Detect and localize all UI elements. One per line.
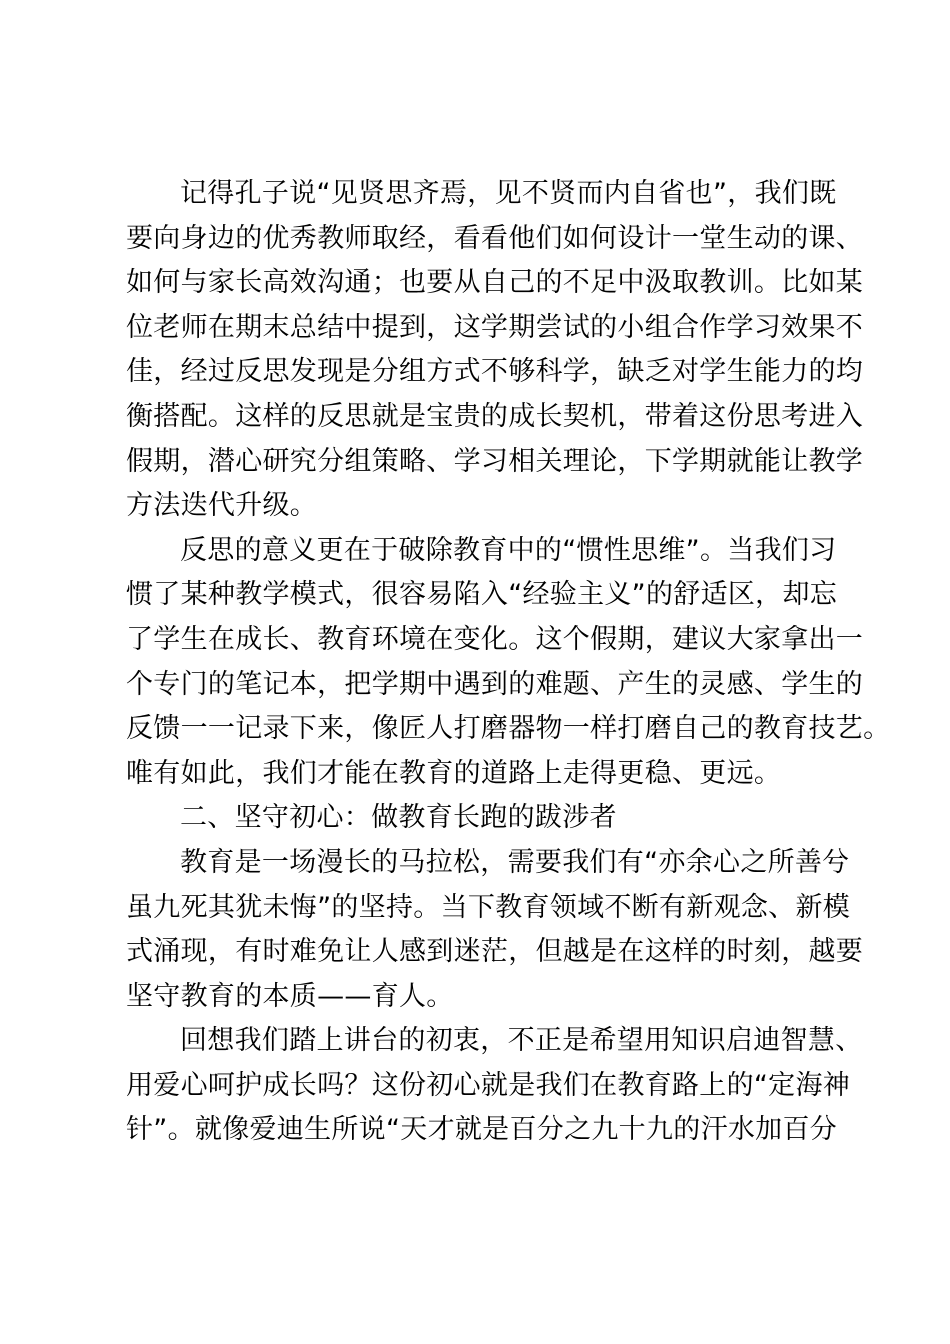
paragraph-line: 唯有如此，我们才能在教育的道路上走得更稳、更远。 <box>126 757 782 789</box>
paragraph-line: 方法迭代升级。 <box>126 490 318 522</box>
paragraph-line: 个专门的笔记本，把学期中遇到的难题、产生的灵感、学生的 <box>126 668 864 700</box>
paragraph-line: 坚守教育的本质——育人。 <box>126 980 454 1012</box>
paragraph-line: 回想我们踏上讲台的初衷，不正是希望用知识启迪智慧、 <box>180 1025 863 1057</box>
paragraph-line: 如何与家长高效沟通；也要从自己的不足中汲取教训。比如某 <box>126 267 864 299</box>
paragraph-line: 反思的意义更在于破除教育中的“惯性思维”。当我们习 <box>180 534 837 566</box>
paragraph-line: 衡搭配。这样的反思就是宝贵的成长契机，带着这份思考进入 <box>126 400 864 432</box>
paragraph-line: 要向身边的优秀教师取经，看看他们如何设计一堂生动的课、 <box>126 222 864 254</box>
paragraph-line: 惯了某种教学模式，很容易陷入“经验主义”的舒适区，却忘 <box>126 579 838 611</box>
paragraph-line: 记得孔子说“见贤思齐焉，见不贤而内自省也”，我们既 <box>180 178 837 209</box>
paragraph-line: 虽九死其犹未悔”的坚持。当下教育领域不断有新观念、新模 <box>126 891 851 923</box>
paragraph-line: 位老师在期末总结中提到，这学期尝试的小组合作学习效果不 <box>126 311 864 343</box>
paragraph-line: 针”。就像爱迪生所说“天才就是百分之九十九的汗水加百分 <box>126 1114 838 1146</box>
paragraph-line: 反馈一一记录下来，像匠人打磨器物一样打磨自己的教育技艺。 <box>126 713 891 745</box>
paragraph-line: 了学生在成长、教育环境在变化。这个假期，建议大家拿出一 <box>126 623 864 655</box>
paragraph-line: 教育是一场漫长的马拉松，需要我们有“亦余心之所善兮 <box>180 846 850 878</box>
section-heading: 二、坚守初心：做教育长跑的跋涉者 <box>180 802 617 834</box>
paragraph-line: 假期，潜心研究分组策略、学习相关理论，下学期就能让教学 <box>126 445 864 477</box>
paragraph-line: 式涌现，有时难免让人感到迷茫，但越是在这样的时刻，越要 <box>126 936 864 968</box>
paragraph-line: 佳，经过反思发现是分组方式不够科学，缺乏对学生能力的均 <box>126 356 864 388</box>
document-body <box>126 172 891 1153</box>
paragraph-line: 用爱心呵护成长吗？这份初心就是我们在教育路上的“定海神 <box>126 1069 851 1101</box>
